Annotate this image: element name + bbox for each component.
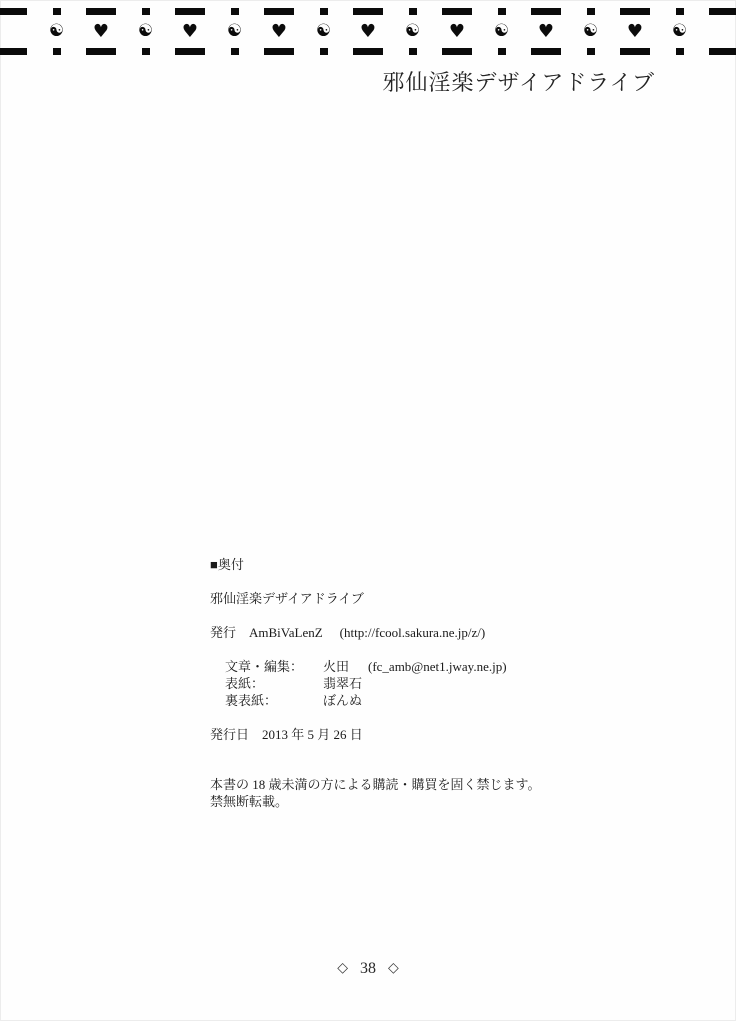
border-dash xyxy=(531,48,561,55)
border-yinyang-cell xyxy=(405,8,420,55)
yin-yang-icon: ☯ xyxy=(493,21,510,41)
section-marker: ■奥付 xyxy=(210,557,244,572)
publisher-name: AmBiVaLenZ xyxy=(249,625,323,640)
book-title: 邪仙淫楽デザイアドライブ xyxy=(210,591,364,606)
diamond-icon: ◇ xyxy=(337,960,348,976)
border-heart-cell xyxy=(86,8,116,55)
border-dash xyxy=(264,8,294,15)
border-dash xyxy=(442,8,472,15)
credit-extra: (fc_amb@net1.jway.ne.jp) xyxy=(368,659,507,674)
border-dash xyxy=(676,48,684,55)
page-footer xyxy=(0,959,736,979)
border-dash xyxy=(353,8,383,15)
border-dash xyxy=(231,48,239,55)
border-heart-cell xyxy=(620,8,650,55)
page-number: 38 xyxy=(360,960,376,977)
yin-yang-icon: ☯ xyxy=(404,21,421,41)
border-dash xyxy=(53,48,61,55)
credit-extra xyxy=(368,692,540,709)
yin-yang-icon: ☯ xyxy=(671,21,688,41)
border-dash xyxy=(353,48,383,55)
credit-value: ぼんぬ xyxy=(323,693,363,708)
border-dash xyxy=(709,8,736,15)
border-dash xyxy=(498,8,506,15)
border-dash xyxy=(175,48,205,55)
border-dash xyxy=(142,8,150,15)
border-dash xyxy=(175,8,205,15)
border-dash xyxy=(620,8,650,15)
border-yinyang-cell xyxy=(494,8,509,55)
yin-yang-icon: ☯ xyxy=(582,21,599,41)
border-dash xyxy=(0,8,27,15)
border-dash xyxy=(442,48,472,55)
publisher-line xyxy=(210,624,540,641)
heart-icon: ♥ xyxy=(359,21,377,42)
heart-icon: ♥ xyxy=(537,21,555,42)
border-dash xyxy=(142,48,150,55)
border-heart-cell xyxy=(175,8,205,55)
border-heart-cell xyxy=(264,8,294,55)
border-yinyang-cell xyxy=(583,8,598,55)
border-heart-cell xyxy=(442,8,472,55)
border-dash xyxy=(409,8,417,15)
yin-yang-icon: ☯ xyxy=(137,21,154,41)
publish-date-value: 2013 年 5 月 26 日 xyxy=(262,727,363,742)
border-edge-cell xyxy=(709,8,736,55)
border-dash xyxy=(320,48,328,55)
border-dash xyxy=(409,48,417,55)
heart-icon: ♥ xyxy=(92,21,110,42)
border-dash xyxy=(620,48,650,55)
heart-icon: ♥ xyxy=(181,21,199,42)
border-dash xyxy=(676,8,684,15)
heart-icon: ♥ xyxy=(626,21,644,42)
border-dash xyxy=(231,8,239,15)
border-dash xyxy=(498,48,506,55)
credit-label: 表紙： xyxy=(225,676,265,691)
decorative-border xyxy=(0,8,736,55)
border-heart-cell xyxy=(531,8,561,55)
border-yinyang-cell xyxy=(227,8,242,55)
border-heart-cell xyxy=(353,8,383,55)
border-dash xyxy=(0,48,27,55)
border-dash xyxy=(587,48,595,55)
border-dash xyxy=(86,48,116,55)
credit-extra xyxy=(368,675,540,692)
publish-date-line xyxy=(210,726,540,743)
credit-value: 翡翠石 xyxy=(323,676,363,691)
border-dash xyxy=(86,8,116,15)
disclaimer xyxy=(210,776,540,810)
disclaimer-line: 禁無断転載。 xyxy=(210,794,289,809)
yin-yang-icon: ☯ xyxy=(48,21,65,41)
border-yinyang-cell xyxy=(49,8,64,55)
yin-yang-icon: ☯ xyxy=(226,21,243,41)
border-dash xyxy=(320,8,328,15)
disclaimer-line: 本書の 18 歳未満の方による購読・購買を固く禁じます。 xyxy=(210,777,541,792)
border-dash xyxy=(53,8,61,15)
yin-yang-icon: ☯ xyxy=(315,21,332,41)
border-dash xyxy=(264,48,294,55)
border-yinyang-cell xyxy=(672,8,687,55)
credit-value: 火田 xyxy=(323,659,350,674)
diamond-icon: ◇ xyxy=(388,960,399,976)
border-dash xyxy=(709,48,736,55)
page-header-title: 邪仙淫楽デザイアドライブ xyxy=(382,71,655,96)
credit-label: 裏表紙： xyxy=(225,693,278,708)
border-yinyang-cell xyxy=(316,8,331,55)
border-dash xyxy=(531,8,561,15)
colophon-block xyxy=(210,556,540,810)
publisher-label: 発行 xyxy=(210,625,237,640)
border-yinyang-cell xyxy=(138,8,153,55)
publisher-url: (http://fcool.sakura.ne.jp/z/) xyxy=(339,625,486,640)
credits-table xyxy=(225,658,540,709)
border-dash xyxy=(587,8,595,15)
heart-icon: ♥ xyxy=(270,21,288,42)
credit-label: 文章・編集： xyxy=(225,659,304,674)
heart-icon: ♥ xyxy=(448,21,466,42)
border-edge-cell xyxy=(0,8,27,55)
publish-date-label: 発行日 xyxy=(210,727,250,742)
